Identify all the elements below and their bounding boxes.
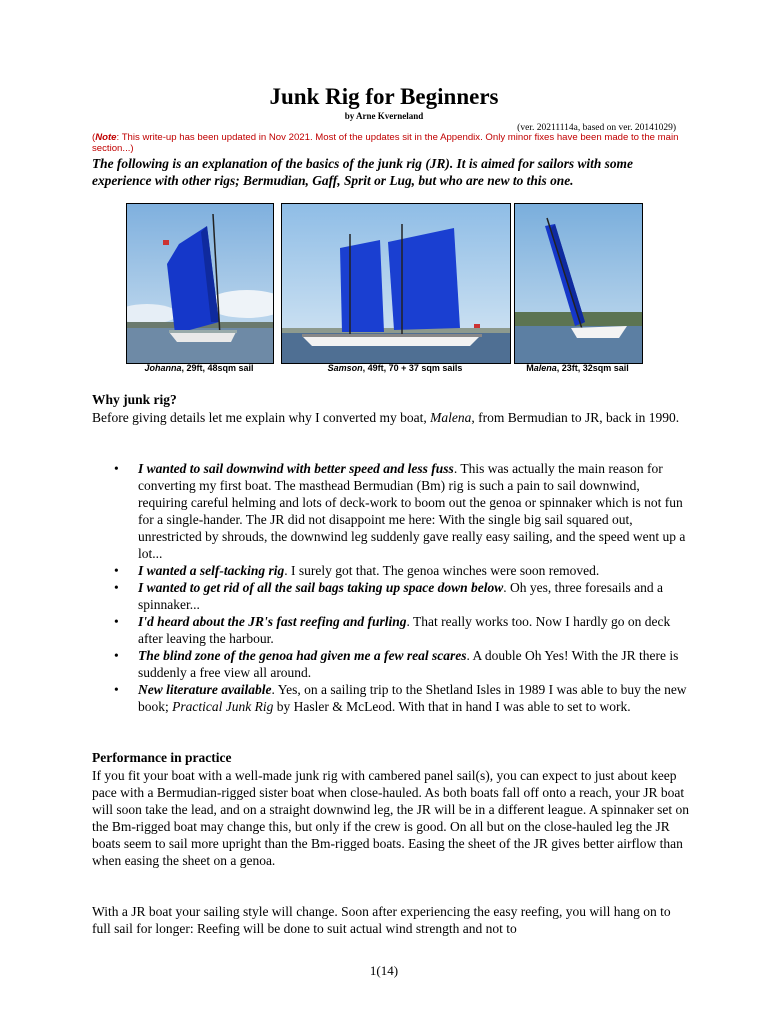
reason-text: . Oh yes, three foresails and a spinnaker... xyxy=(138,580,663,612)
update-note xyxy=(92,133,682,154)
reason-lead: The blind zone of the genoa had given me a few real scares xyxy=(138,648,467,663)
reason-text: . Yes, on a sailing trip to the Shetland Isles in 1989 I was able to buy the new book; xyxy=(138,682,687,714)
reasons-list xyxy=(92,460,692,715)
reason-lead: I wanted to get rid of all the sail bags taking up space down below xyxy=(138,580,504,595)
reason-lead: I wanted a self-tacking rig xyxy=(138,563,285,578)
caption-boat-name: Samson xyxy=(327,363,363,373)
list-item xyxy=(92,613,692,647)
heading-why-junk-rig: Why junk rig? xyxy=(92,392,177,407)
document-title: Junk Rig for Beginners xyxy=(269,84,499,109)
note-text: : This write-up has been updated in Nov 2021. Most of the updates sit in the Appendix. Only minor fixes have been made to the main section...) xyxy=(92,132,679,154)
note-open-paren: ( xyxy=(92,132,96,143)
note-label: Note xyxy=(95,132,117,143)
why-paragraph xyxy=(92,409,692,426)
list-item xyxy=(92,681,692,715)
reason-text: . A double Oh Yes! With the JR there is suddenly a free view all around. xyxy=(138,648,679,680)
reason-text: . That really works too. Now I hardly go on deck after leaving the harbour. xyxy=(138,614,671,646)
caption-specs: , 23ft, 32sqm sail xyxy=(556,363,629,373)
reason-text: . This was actually the main reason for converting my first boat. The masthead Bermudian (Bm) rig is such a pain to sail downwind, requiring careful helming and lots of deck-work to boom out the genoa or spinnaker which is not fun for a single-hander. The JR did not disappoint me here: With the single big sail squared out, unrestricted by shrouds, the downwind leg suddenly gave really easy sailing, and the speed went up a lot... xyxy=(138,461,686,561)
reason-lead: I'd heard about the JR's fast reefing and furling xyxy=(138,614,407,629)
reason-text: . I surely got that. The genoa winches were soon removed. xyxy=(284,563,600,578)
list-item xyxy=(92,562,692,579)
reason-lead: New literature available xyxy=(138,682,272,697)
intro-paragraph: The following is an explanation of the basics of the junk rig (JR). It is aimed for sailors with some experience with other rigs; Bermudian, Gaff, Sprit or Lug, but who are new to this one. xyxy=(92,156,633,188)
reason-lead: I wanted to sail downwind with better speed and less fuss xyxy=(138,461,454,476)
photo-johanna xyxy=(126,203,274,364)
why-text-a: Before giving details let me explain why I converted my boat, xyxy=(92,410,431,425)
book-title: Practical Junk Rig xyxy=(172,699,274,714)
caption-boat-name: Johanna xyxy=(144,363,182,373)
photo-caption-samson xyxy=(281,363,509,373)
caption-boat-name: alena xyxy=(533,363,557,373)
list-item xyxy=(92,579,692,613)
photo-caption-johanna xyxy=(126,363,272,373)
heading-performance: Performance in practice xyxy=(92,750,232,765)
caption-boat-initial: M xyxy=(526,363,534,373)
page-number: 1(14) xyxy=(369,963,399,978)
author-line: by Arne Kverneland xyxy=(344,111,424,121)
caption-specs: , 29ft, 48sqm sail xyxy=(181,363,254,373)
list-item xyxy=(92,460,692,562)
boat-name: Malena xyxy=(430,410,472,425)
reason-text-cont: by Hasler & McLeod. With that in hand I was able to set to work. xyxy=(273,699,631,714)
performance-paragraph-2: With a JR boat your sailing style will change. Soon after experiencing the easy reefing, you will hang on to full sail for longer: Reefing will be done to suit actual wind strength and not to xyxy=(92,904,671,936)
version-line: (ver. 20211114a, based on ver. 20141029) xyxy=(517,123,676,133)
photo-samson xyxy=(281,203,511,364)
list-item xyxy=(92,647,692,681)
caption-specs: , 49ft, 70 + 37 sqm sails xyxy=(362,363,463,373)
photo-caption-malena xyxy=(514,363,641,373)
why-text-b: , from Bermudian to JR, back in 1990. xyxy=(471,410,680,425)
performance-paragraph-1: If you fit your boat with a well-made junk rig with cambered panel sail(s), you can expect to just about keep pace with a Bermudian-rigged sister boat when close-hauled. As both boats fall off onto a reach, your JR boat will soon take the lead, and on a straight downwind leg, the JR will be in a different league. A spinnaker set on the Bm-rigged boat may change this, but only if the crew is good. On all but on the close-hauled leg the JR boats seem to sail more upright than the Bm-rigged boats. Easing the sheet of the JR gives better airflow than when easing the sheet on a genoa. xyxy=(92,768,689,868)
photo-malena xyxy=(514,203,643,364)
